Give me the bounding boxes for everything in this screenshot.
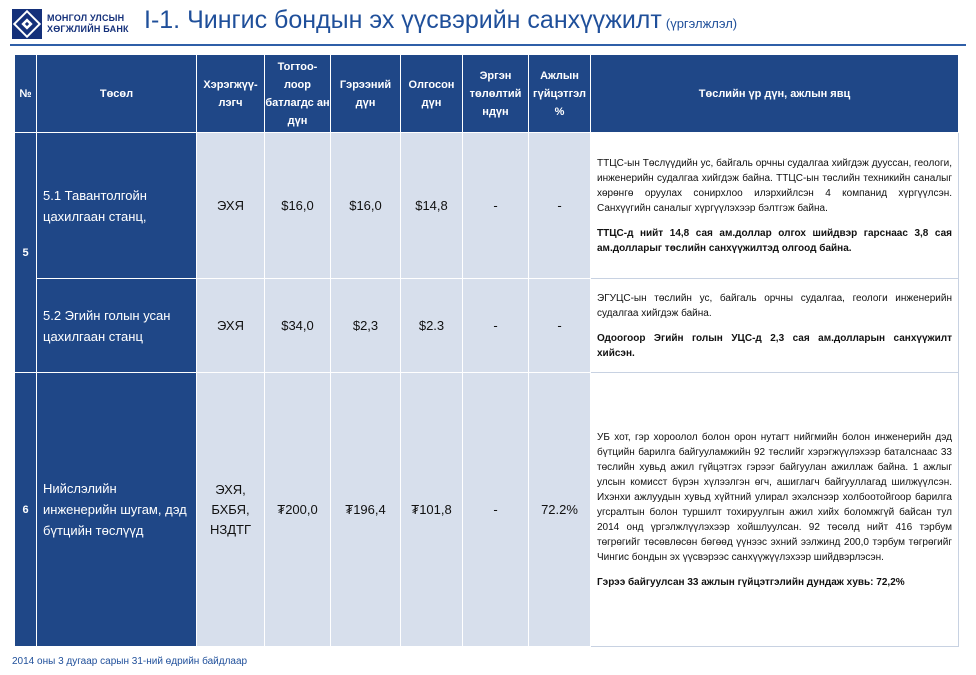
projects-table xyxy=(14,54,959,647)
table-header-row xyxy=(15,55,959,133)
header-no: № xyxy=(15,55,37,133)
project-result xyxy=(591,133,959,279)
received-amount: $14,8 xyxy=(401,133,463,279)
header-contract: Гэрээний дүн xyxy=(331,55,401,133)
approved-amount: $34,0 xyxy=(265,279,331,373)
bond-financing-table xyxy=(14,54,958,646)
header xyxy=(0,0,976,50)
project-name: Нийслэлийн инженерийн шугам, дэд бүтцийн төслүүд xyxy=(37,373,197,647)
page-title xyxy=(144,6,737,35)
progress-percent: - xyxy=(529,279,591,373)
repayment-amount: - xyxy=(463,373,529,647)
table-row xyxy=(15,279,959,373)
development-bank-logo-icon xyxy=(12,9,42,39)
table-row xyxy=(15,373,959,647)
repayment-amount: - xyxy=(463,279,529,373)
contract-amount: $2,3 xyxy=(331,279,401,373)
logo-line-2: ХӨГЖЛИЙН БАНК xyxy=(47,24,129,34)
implementer-cell: ЭХЯ xyxy=(197,133,265,279)
received-amount: ₮101,8 xyxy=(401,373,463,647)
result-summary: ТТЦС-д нийт 14,8 сая ам.доллар олгох шийдвэр гарснаас 3,8 сая ам.долларыг төслийн санхүүжилтэд олгоод байна. xyxy=(597,227,952,254)
header-project: Төсөл xyxy=(37,55,197,133)
header-divider xyxy=(10,44,966,46)
result-summary: Гэрээ байгуулсан 33 ажлын гүйцэтгэлийн дундаж хувь: 72,2% xyxy=(597,576,905,588)
approved-amount: ₮200,0 xyxy=(265,373,331,647)
logo-text xyxy=(47,13,129,35)
page-title-main: I-1. Чингис бондын эх үүсвэрийн санхүүжилт xyxy=(144,6,662,34)
implementer-cell: ЭХЯ, БХБЯ, НЗДТГ xyxy=(197,373,265,647)
contract-amount: $16,0 xyxy=(331,133,401,279)
header-progress: Ажлын гүйцэтгэл % xyxy=(529,55,591,133)
result-text: УБ хот, гэр хороолол болон орон нутагт нийгмийн болон инженерийн дэд бүтцийн барилга байгууламжийн 92 төслийг хэрэгжүүлэхээр баталснаас 33 төслийн хувьд ажил гүйцэтгэх гэрээг байгуулан ажиллаж байна. 1 ажлыг улсын комисст бүрэн хүлээлгэн өгч, ашиглагч байгууллагад шилжүүлсэн. Ихэнхи ажлуудын хувьд хүйтний улирал эхэлснээр холбоотойгоор барилга угсралтын болон туршилт тохируулгын ажил хийх боломжгүй байсан тул 2014 онд үргэлжлүүлэхээр хойшлуулсан. 92 төсөлд нийт 416 тэрбум төгрөгийг төсөвлөсөн бөгөөд үүнээс эхний ээлжинд 200,0 тэрбум төгрөгийг Чингис бондын эх үүсвэрээс санхүүжүүлэхээр шийдвэрлэсэн. xyxy=(597,431,952,563)
page-title-sub: (үргэлжлэл) xyxy=(665,16,738,31)
result-summary: Одоогоор Эгийн голын УЦС-д 2,3 сая ам.долларын санхүүжилт хийсэн. xyxy=(597,332,952,359)
group-number: 5 xyxy=(15,133,37,373)
project-name: 5.2 Эгийн голын усан цахилгаан станц xyxy=(37,279,197,373)
received-amount: $2.3 xyxy=(401,279,463,373)
project-name: 5.1 Тавантолгойн цахилгаан станц, xyxy=(37,133,197,279)
project-result xyxy=(591,279,959,373)
header-implementer: Хэрэгжүү-лэгч xyxy=(197,55,265,133)
table-row xyxy=(15,133,959,279)
header-approved: Тогтоо-лоор батлагдс ан дүн xyxy=(265,55,331,133)
contract-amount: ₮196,4 xyxy=(331,373,401,647)
progress-percent: - xyxy=(529,133,591,279)
approved-amount: $16,0 xyxy=(265,133,331,279)
header-repay: Эргэн төлөлтий ндүн xyxy=(463,55,529,133)
implementer-cell: ЭХЯ xyxy=(197,279,265,373)
progress-percent: 72.2% xyxy=(529,373,591,647)
project-result xyxy=(591,373,959,647)
header-received: Олгосон дүн xyxy=(401,55,463,133)
header-result: Төслийн үр дүн, ажлын явц xyxy=(591,55,959,133)
logo-line-1: МОНГОЛ УЛСЫН xyxy=(47,13,125,23)
result-text: ТТЦС-ын Төслүүдийн ус, байгаль орчны судалгаа хийгдэж дууссан, геологи, инженерийн судалгаа хийгдэж байна. ТТЦС-ын төслийн техникийн саналыг хөрөнгө оруулах сонирхлоо илэрхийлсэн 4 компанид хүргүүлсэн. Санхүүгийн саналыг хүргүүлэхээр бэлтгэж байна. xyxy=(597,157,952,214)
group-number: 6 xyxy=(15,373,37,647)
repayment-amount: - xyxy=(463,133,529,279)
result-text: ЭГУЦС-ын төслийн ус, байгаль орчны судалгаа, геологи инженерийн судалгаа хийгдэж байна. xyxy=(597,292,952,319)
footer-date-note: 2014 оны 3 дугаар сарын 31-ний өдрийн байдлаар xyxy=(12,656,248,667)
bank-logo xyxy=(12,6,142,42)
